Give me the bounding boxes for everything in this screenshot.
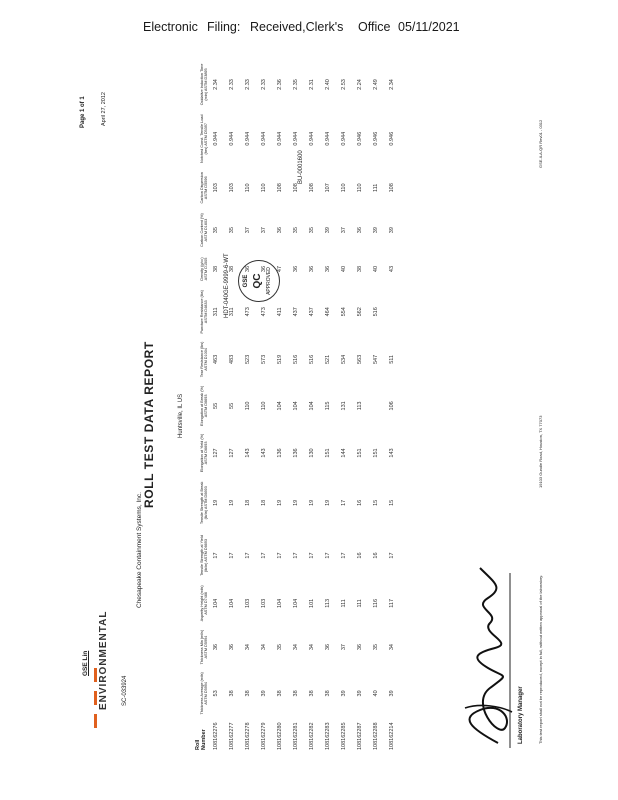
value-cell: 19 (277, 499, 283, 506)
value-cell: 107 (325, 183, 331, 193)
value-cell: 2.33 (261, 79, 267, 90)
value-cell: 47 (277, 265, 283, 273)
value-cell: 131 (341, 401, 347, 411)
value-cell: 38 (357, 265, 363, 273)
value-cell: 143 (261, 448, 267, 458)
value-cell: 37 (341, 227, 347, 234)
value-cell: 521 (325, 354, 331, 364)
value-cell: 554 (341, 307, 347, 317)
value-cell: 17 (261, 552, 267, 559)
value-cell: 35 (229, 227, 235, 234)
value-cell: 17 (341, 499, 347, 506)
value-cell: 35 (373, 644, 379, 651)
location: Huntsville, IL US (178, 393, 184, 438)
value-cell: 511 (389, 355, 395, 364)
value-cell: 38 (325, 690, 331, 697)
value-cell: 108 (389, 183, 395, 193)
value-cell: 104 (293, 401, 299, 411)
value-cell: 110 (261, 183, 267, 193)
value-cell: 40 (341, 265, 347, 273)
value-cell: 104 (293, 598, 299, 608)
value-cell: 0.944 (229, 131, 235, 146)
value-cell: 547 (373, 354, 379, 364)
value-cell: 36 (325, 265, 331, 273)
value-cell: 17 (325, 552, 331, 559)
value-cell: 110 (357, 183, 363, 193)
value-cell: 39 (389, 690, 395, 697)
table-row (352, 58, 368, 752)
value-cell: 39 (357, 690, 363, 697)
value-cell: 36 (325, 644, 331, 651)
reproduction-notice: This test report shall not be reproduced, except in full, without written approval of the laboratory. (538, 574, 543, 744)
value-cell: 143 (245, 448, 251, 458)
value-cell: 108 (309, 183, 315, 193)
value-cell: 0.944 (277, 131, 283, 146)
value-cell: 519 (277, 354, 283, 364)
filing-header (0, 20, 618, 40)
brand-sub: GSE Lin (82, 650, 89, 676)
column-header: Tear Resistance (lbs) ASTM D1004 (200, 341, 209, 378)
value-cell: 0.944 (309, 131, 315, 146)
value-cell: 0.946 (373, 131, 379, 146)
value-cell: 127 (229, 448, 235, 458)
roll-number-cell: 108162280 (277, 722, 283, 750)
value-cell: 37 (261, 227, 267, 234)
filing-label: Filing: (207, 20, 241, 34)
column-header: Carbon Content (%) ASTM D1603 (200, 213, 209, 248)
value-cell: 110 (245, 183, 251, 193)
value-cell: 34 (309, 644, 315, 651)
column-header: Density (g/cc) ASTM D1505 (200, 257, 209, 281)
value-cell: 2.40 (325, 79, 331, 90)
roll-number-cell: 108162276 (213, 722, 219, 750)
value-cell: 2.31 (309, 79, 315, 90)
column-header: Thickness Average (mils) ASTM D5994 (200, 672, 209, 715)
value-cell: 16 (357, 499, 363, 506)
value-cell: 39 (389, 227, 395, 234)
signature-image (450, 558, 520, 748)
value-cell: 53 (213, 690, 219, 697)
table-row (336, 58, 352, 752)
value-cell: 115 (325, 401, 331, 411)
value-cell: 116 (373, 598, 379, 608)
value-cell: 36 (261, 265, 267, 273)
table-row (384, 58, 400, 752)
column-header: Puncture Resistance (lbs) ASTM D4833 (200, 290, 209, 334)
value-cell: 473 (261, 307, 267, 317)
value-cell: 516 (309, 354, 315, 364)
value-cell: 101 (309, 598, 315, 608)
table-row (272, 58, 288, 752)
value-cell: 110 (245, 401, 251, 411)
value-cell: 136 (277, 448, 283, 458)
value-cell: 55 (213, 402, 219, 409)
value-cell: 110 (341, 183, 347, 193)
rotated-report (70, 58, 610, 768)
value-cell: 108 (277, 183, 283, 193)
value-cell: 473 (245, 307, 251, 317)
value-cell: 17 (229, 552, 235, 559)
value-cell: 19 (229, 499, 235, 506)
page-number: Page 1 of 1 (80, 96, 86, 128)
value-cell: 38 (293, 690, 299, 697)
report-title: ROLL TEST DATA REPORT (142, 341, 156, 508)
value-cell: 143 (389, 448, 395, 458)
value-cell: 35 (277, 644, 283, 651)
value-cell: 113 (357, 401, 363, 411)
value-cell: 130 (309, 448, 315, 458)
value-cell: 0.944 (245, 131, 251, 146)
value-cell: 411 (277, 307, 283, 317)
customer-name: Chesapeake Containment Systems, Inc. (136, 492, 143, 608)
value-cell: 106 (389, 401, 395, 411)
value-cell: 36 (277, 227, 283, 234)
value-cell: 0.944 (213, 131, 219, 146)
value-cell: 0.946 (389, 131, 395, 146)
value-cell: 437 (293, 307, 299, 317)
value-cell: 17 (309, 552, 315, 559)
product-code: HDT-040GE-9999-6-WT (224, 253, 230, 318)
value-cell: 35 (293, 227, 299, 234)
value-cell: 19 (309, 499, 315, 506)
column-header: Carbon Dispersion ASTM D5596 (200, 172, 209, 204)
value-cell: 2.33 (229, 79, 235, 90)
column-header: Asperity Height (mils) ASTM D7466 (200, 585, 209, 622)
value-cell: 36 (357, 227, 363, 234)
value-cell: 103 (261, 598, 267, 608)
value-cell: 37 (341, 644, 347, 651)
value-cell: 113 (325, 598, 331, 608)
filing-received: Received,Clerk's (250, 20, 344, 34)
table-body (208, 58, 400, 752)
value-cell: 483 (229, 354, 235, 364)
roll-number-cell: 108162287 (357, 722, 363, 750)
column-header: Roll Number (195, 729, 208, 750)
value-cell: 151 (357, 448, 363, 458)
value-cell: 0.944 (325, 131, 331, 146)
table-row (240, 58, 256, 752)
column-header: Oxidative Induction Time (min) ASTM D3895 (200, 63, 209, 106)
value-cell: 111 (341, 599, 347, 608)
value-cell: 34 (245, 644, 251, 651)
value-cell: 36 (213, 644, 219, 651)
value-cell: 108 (293, 183, 299, 193)
value-cell: 2.36 (277, 79, 283, 90)
value-cell: 573 (261, 354, 267, 364)
value-cell: 2.34 (389, 79, 395, 90)
value-cell: 111 (357, 599, 363, 608)
roll-number-cell: 108162281 (293, 722, 299, 750)
column-header: Notched Const. Tensile Load (hrs) ASTM D5397 (200, 114, 209, 163)
value-cell: 0.946 (357, 131, 363, 146)
column-header: Thickness Min (mils) ASTM D5994 (200, 629, 209, 665)
value-cell: 103 (213, 183, 219, 193)
filing-office: Office (358, 20, 391, 34)
value-cell: 151 (373, 448, 379, 458)
value-cell: 36 (357, 644, 363, 651)
value-cell: 40 (373, 690, 379, 697)
roll-number-cell: 108162279 (261, 722, 267, 750)
value-cell: 39 (261, 690, 267, 697)
value-cell: 523 (245, 354, 251, 364)
value-cell: 110 (261, 401, 267, 411)
value-cell: 111 (373, 183, 379, 193)
bu-number: BU-0001600 (298, 150, 304, 184)
filing-date: 05/11/2021 (398, 20, 460, 34)
value-cell: 534 (341, 354, 347, 364)
value-cell: 39 (373, 227, 379, 234)
value-cell (368, 382, 384, 430)
value-cell: 104 (277, 401, 283, 411)
value-cell: 38 (277, 690, 283, 697)
value-cell: 144 (341, 448, 347, 458)
value-cell: 463 (213, 354, 219, 364)
value-cell: 16 (373, 552, 379, 559)
value-cell: 563 (357, 354, 363, 364)
value-cell: 516 (373, 307, 379, 317)
column-header: Elongation at Break (%) ASTM D6693 (200, 385, 209, 426)
value-cell: 103 (245, 598, 251, 608)
table-header-row (182, 58, 208, 752)
value-cell: 2.24 (357, 79, 363, 90)
value-cell: 34 (293, 644, 299, 651)
value-cell: 104 (229, 598, 235, 608)
sc-number: SC-033924 (122, 675, 128, 706)
value-cell: 136 (293, 448, 299, 458)
value-cell: 39 (325, 227, 331, 234)
value-cell: 34 (261, 644, 267, 651)
value-cell: 2.33 (245, 79, 251, 90)
value-cell: 36 (245, 265, 251, 273)
value-cell: 15 (389, 499, 395, 506)
value-cell: 38 (229, 690, 235, 697)
report-sheet (70, 58, 610, 768)
table-row (320, 58, 336, 752)
value-cell: 36 (309, 265, 315, 273)
roll-number-cell: 108162277 (229, 722, 235, 750)
value-cell (384, 287, 400, 337)
value-cell: 15 (373, 499, 379, 506)
table-row (368, 58, 384, 752)
value-cell: 562 (357, 307, 363, 317)
value-cell: 18 (245, 499, 251, 506)
value-cell: 0.944 (261, 131, 267, 146)
value-cell: 311 (229, 307, 235, 317)
value-cell: 103 (229, 183, 235, 193)
value-cell: 16 (357, 552, 363, 559)
value-cell: 36 (293, 265, 299, 273)
value-cell: 2.53 (341, 79, 347, 90)
value-cell: 18 (261, 499, 267, 506)
value-cell: 17 (389, 552, 395, 559)
roll-number-cell: 108162282 (309, 722, 315, 750)
filing-electronic: Electronic (143, 20, 198, 34)
table-row (304, 58, 320, 752)
value-cell: 17 (341, 552, 347, 559)
value-cell: 104 (277, 598, 283, 608)
value-cell: 311 (213, 307, 219, 317)
value-cell: 0.944 (341, 131, 347, 146)
value-cell: 39 (341, 690, 347, 697)
report-date: April 27, 2012 (101, 92, 107, 126)
table-row (224, 58, 240, 752)
value-cell: 437 (309, 307, 315, 317)
value-cell: 127 (213, 448, 219, 458)
value-cell: 17 (293, 552, 299, 559)
roll-number-cell: 108162288 (373, 722, 379, 750)
value-cell: 37 (245, 227, 251, 234)
value-cell: 55 (229, 402, 235, 409)
brand-name: ENVIRONMENTAL (98, 610, 109, 710)
value-cell: 19 (325, 499, 331, 506)
roll-number-cell: 108162283 (325, 722, 331, 750)
column-header: Tensile Strength at Yield (lb/in) ASTM D6693 (200, 535, 209, 576)
value-cell: 17 (213, 552, 219, 559)
value-cell: 43 (389, 265, 395, 273)
lab-manager-label: Laboratory Manager (518, 686, 524, 744)
roll-number-cell: 108162278 (245, 722, 251, 750)
value-cell: 17 (245, 552, 251, 559)
table-row (288, 58, 304, 752)
table-row (256, 58, 272, 752)
roll-number-cell: 108162285 (341, 722, 347, 750)
roll-test-table (182, 58, 400, 752)
value-cell: 117 (389, 598, 395, 608)
value-cell: 2.35 (293, 79, 299, 90)
value-cell: 34 (389, 644, 395, 651)
qc-approved-stamp: GSE QC APPROVED (238, 260, 280, 302)
form-number: GSE-ILA-QR Rev01 - 0312 (538, 119, 543, 168)
value-cell: 104 (309, 401, 315, 411)
value-cell: 35 (309, 227, 315, 234)
value-cell: 38 (229, 265, 235, 273)
table-row (208, 58, 224, 752)
value-cell: 17 (277, 552, 283, 559)
value-cell: 19 (293, 499, 299, 506)
column-header: Elongation at Yield (%) ASTM D6693 (200, 433, 209, 473)
value-cell: 151 (325, 448, 331, 458)
value-cell: 2.34 (213, 79, 219, 90)
value-cell: 104 (213, 598, 219, 608)
value-cell: 516 (293, 354, 299, 364)
value-cell: 464 (325, 307, 331, 317)
value-cell: 2.49 (373, 79, 379, 90)
value-cell: 35 (213, 227, 219, 234)
value-cell: 38 (309, 690, 315, 697)
value-cell: 0.944 (293, 131, 299, 146)
value-cell: 38 (213, 265, 219, 273)
value-cell: 36 (229, 644, 235, 651)
roll-number-cell: 108162214 (389, 722, 395, 750)
value-cell: 40 (373, 265, 379, 273)
value-cell: 19 (213, 499, 219, 506)
value-cell: 38 (245, 690, 251, 697)
lab-address: 19103 Gundle Road, Houston, TX 77073 (538, 415, 543, 488)
column-header: Tensile Strength at Break (lb/in) ASTM D6693 (200, 481, 209, 525)
